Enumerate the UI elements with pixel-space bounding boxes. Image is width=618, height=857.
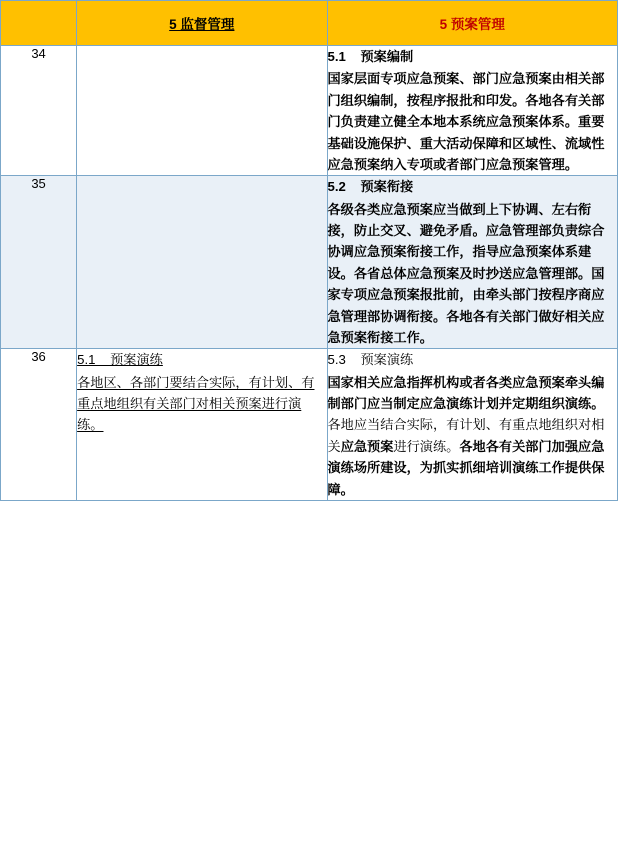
row-number: 35	[1, 176, 77, 349]
right-section-title: 5.2 预案衔接	[327, 179, 414, 195]
right-section-title: 5.3 预案演练	[327, 352, 414, 368]
row-middle-content	[77, 46, 327, 176]
row-middle-content	[77, 349, 327, 501]
header-blank-cell	[1, 1, 77, 46]
middle-section-title: 5.1 预案演练	[77, 352, 163, 368]
right-section-body: 国家层面专项应急预案、部门应急预案由相关部门组织编制，按程序报批和印发。各地各有关部门负责建立健全本地本系统应急预案体系。重要基础设施保护、重大活动保障和区域性、流域性应急预案纳入专项或者部门应急预案管理。	[327, 71, 605, 172]
row-middle-content	[77, 176, 327, 349]
row-right-content	[327, 349, 618, 501]
row-number: 34	[1, 46, 77, 176]
header-monitor-cell	[77, 1, 327, 46]
middle-section-body: 各地区、各部门要结合实际，有计划、有重点地组织有关部门对相关预案进行演练。	[77, 374, 315, 433]
row-number: 36	[1, 349, 77, 501]
header-plan-label: 5 预案管理	[439, 17, 505, 32]
table-row	[1, 46, 618, 176]
table-row	[1, 349, 618, 501]
right-section-body: 各级各类应急预案应当做到上下协调、左右衔接，防止交叉、避免矛盾。应急管理部负责综合协调应急预案衔接工作，指导应急预案体系建设。各省总体应急预案及时抄送应急管理部。国家专项应急预案报批前，由牵头部门按程序商应急管理部协调衔接。各地各有关部门做好相关应急预案衔接工作。	[327, 201, 605, 345]
row-right-content	[327, 46, 618, 176]
right-section-title: 5.1 预案编制	[327, 49, 414, 64]
header-monitor-label: 5 监督管理	[169, 17, 235, 32]
right-section-body: 国家相关应急指挥机构或者各类应急预案牵头编制部门应当制定应急演练计划并定期组织演练。各地应当结合实际，有计划、有重点地组织对相关应急预案进行演练。各地各有关部门加强应急演练场所建设，为抓实抓细培训演练工作提供保障。	[327, 374, 605, 497]
header-plan-cell	[327, 1, 618, 46]
table-header-row	[1, 1, 618, 46]
row-right-content	[327, 176, 618, 349]
table-row	[1, 176, 618, 349]
